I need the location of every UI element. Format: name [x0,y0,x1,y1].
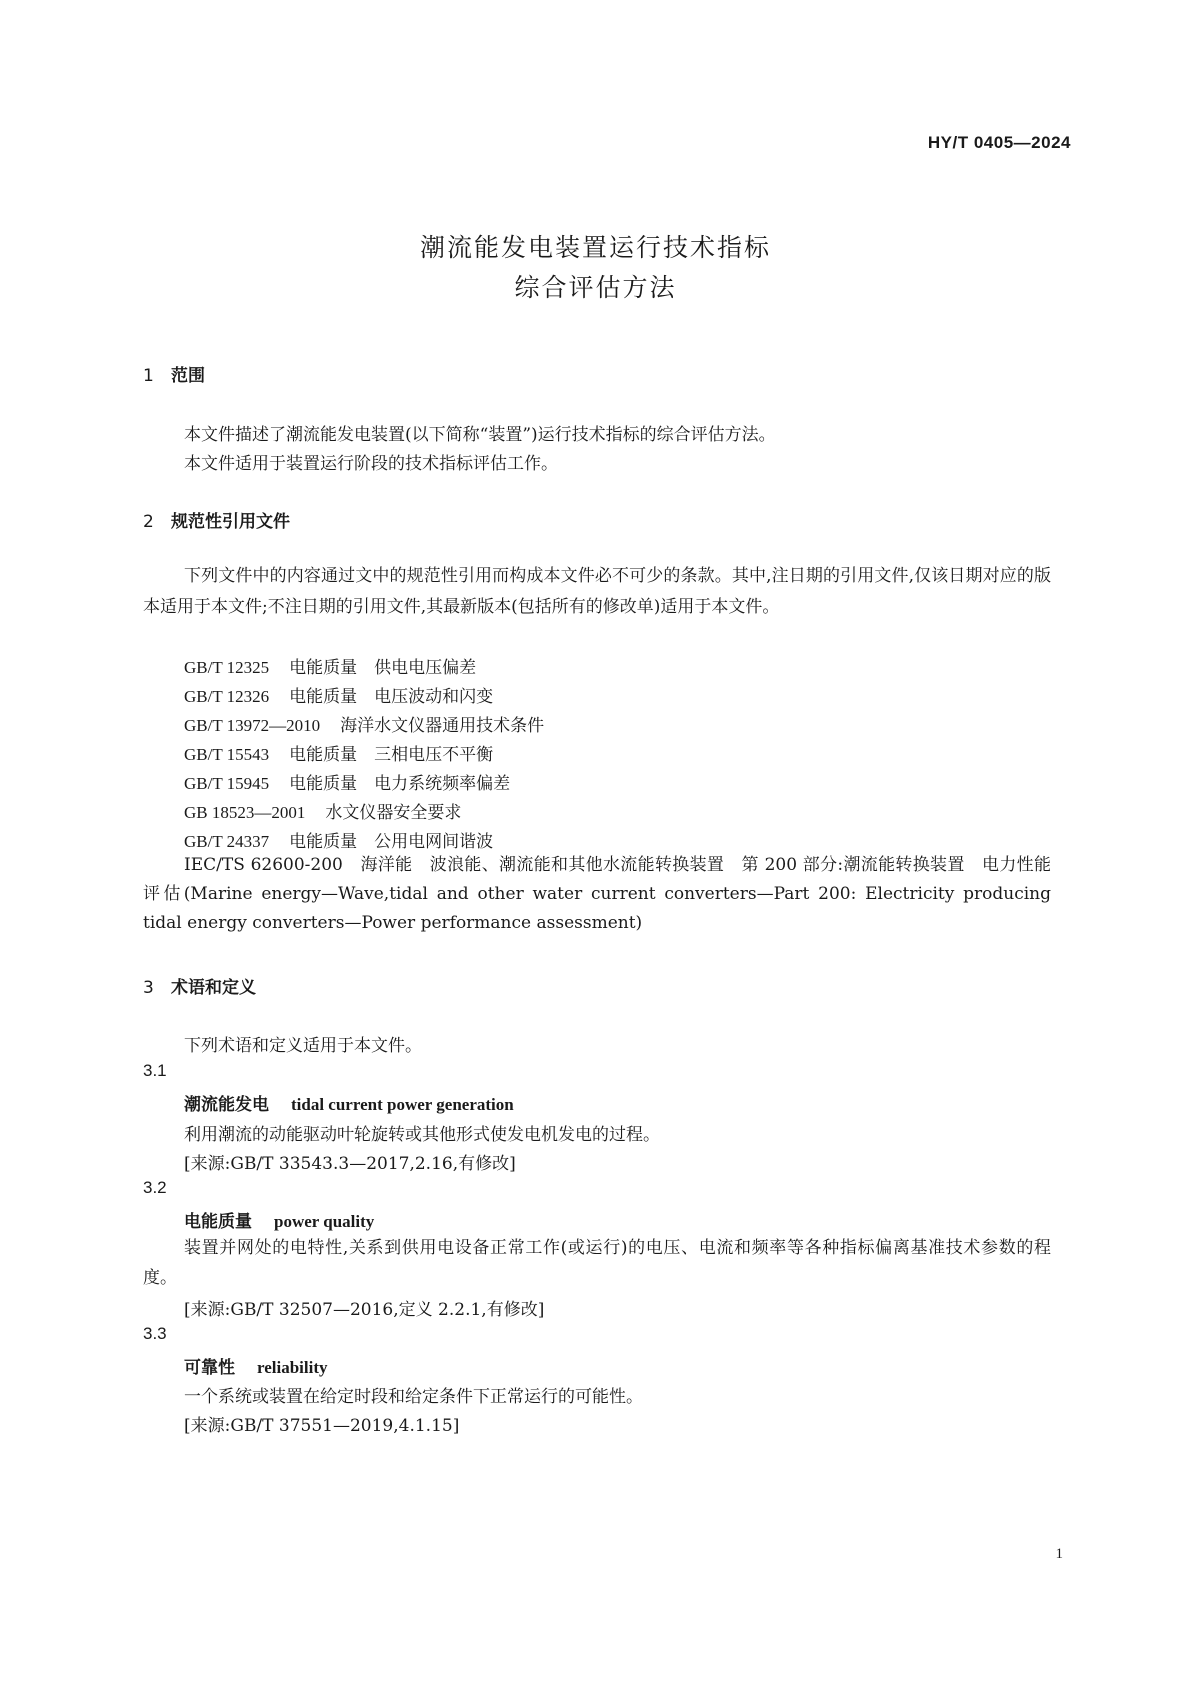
reference-title: 电能质量 电力系统频率偏差 [289,774,511,794]
section-title: 术语和定义 [171,978,256,998]
term-entry [184,1207,374,1232]
section-2-heading [143,507,290,532]
section-title: 范围 [171,366,205,386]
document-number: HY/T 0405—2024 [927,133,1071,152]
reference-code: GB/T 15543 [184,745,270,764]
reference-code: GB/T 24337 [184,832,270,851]
title-line-2: 综合评估方法 [514,273,677,302]
term-number: 3.2 [143,1178,167,1197]
term-entry [184,1353,328,1378]
section-1-heading [143,361,205,386]
term-definition: 装置并网处的电特性,关系到供用电设备正常工作(或运行)的电压、电流和频率等各种指标偏离基准技术参数的程度。 [143,1238,1051,1288]
term-source: [来源:GB/T 33543.3—2017,2.16,有修改] [184,1154,516,1174]
section-title: 规范性引用文件 [171,512,290,532]
title-line-1: 潮流能发电装置运行技术指标 [419,233,771,262]
term-zh: 可靠性 [184,1358,235,1378]
term-number: 3.3 [143,1324,167,1343]
reference-title: 电能质量 公用电网间谐波 [289,832,494,852]
paragraph: 下列文件中的内容通过文中的规范性引用而构成本文件必不可少的条款。其中,注日期的引用文件,仅该日期对应的版本适用于本文件;不注日期的引用文件,其最新版本(包括所有的修改单)适用于本文件。 [143,566,1051,617]
section-number: 2 [143,512,154,532]
section-number: 3 [143,978,154,998]
reference-title: 海洋水文仪器通用技术条件 [340,716,545,736]
paragraph: 本文件描述了潮流能发电装置(以下简称“装置”)运行技术指标的综合评估方法。 [184,425,776,445]
reference-title: 电能质量 供电电压偏差 [289,658,477,678]
section-number: 1 [143,366,154,386]
reference-item [184,798,461,823]
term-zh: 电能质量 [184,1212,252,1232]
page-number: 1 [1055,1546,1063,1562]
reference-code: GB/T 15945 [184,774,270,793]
reference-code: GB/T 12326 [184,687,270,706]
term-source: [来源:GB/T 32507—2016,定义 2.2.1,有修改] [184,1300,545,1320]
paragraph: 下列术语和定义适用于本文件。 [184,1036,422,1056]
reference-title: 水文仪器安全要求 [325,803,462,823]
reference-title: 电能质量 电压波动和闪变 [289,687,494,707]
reference-item [184,827,493,852]
reference-item-iec: IEC/TS 62600-200 海洋能 波浪能、潮流能和其他水流能转换装置 第 200 部分:潮流能转换装置 电力性能评估(Marine energy—Wave,tidal and other water current converters—Part 200: Electricity producing tidal energy converters—Power performance assessment) [143,855,1051,933]
reference-item [184,682,493,707]
reference-item [184,653,476,678]
reference-title: 电能质量 三相电压不平衡 [289,745,494,765]
term-definition: 利用潮流的动能驱动叶轮旋转或其他形式使发电机发电的过程。 [184,1125,660,1145]
section-3-heading [143,973,256,998]
reference-item [184,711,544,736]
paragraph: 本文件适用于装置运行阶段的技术指标评估工作。 [184,454,558,474]
term-en: tidal current power generation [291,1095,514,1114]
reference-code: GB 18523—2001 [184,803,306,822]
term-en: reliability [257,1358,328,1377]
term-en: power quality [274,1212,375,1231]
reference-item [184,740,493,765]
reference-item [184,769,510,794]
term-zh: 潮流能发电 [184,1095,269,1115]
term-source: [来源:GB/T 37551—2019,4.1.15] [184,1416,460,1436]
term-definition: 一个系统或装置在给定时段和给定条件下正常运行的可能性。 [184,1387,643,1407]
reference-code: GB/T 13972—2010 [184,716,321,735]
term-number: 3.1 [143,1061,167,1080]
term-entry [184,1090,514,1115]
reference-code: GB/T 12325 [184,658,270,677]
